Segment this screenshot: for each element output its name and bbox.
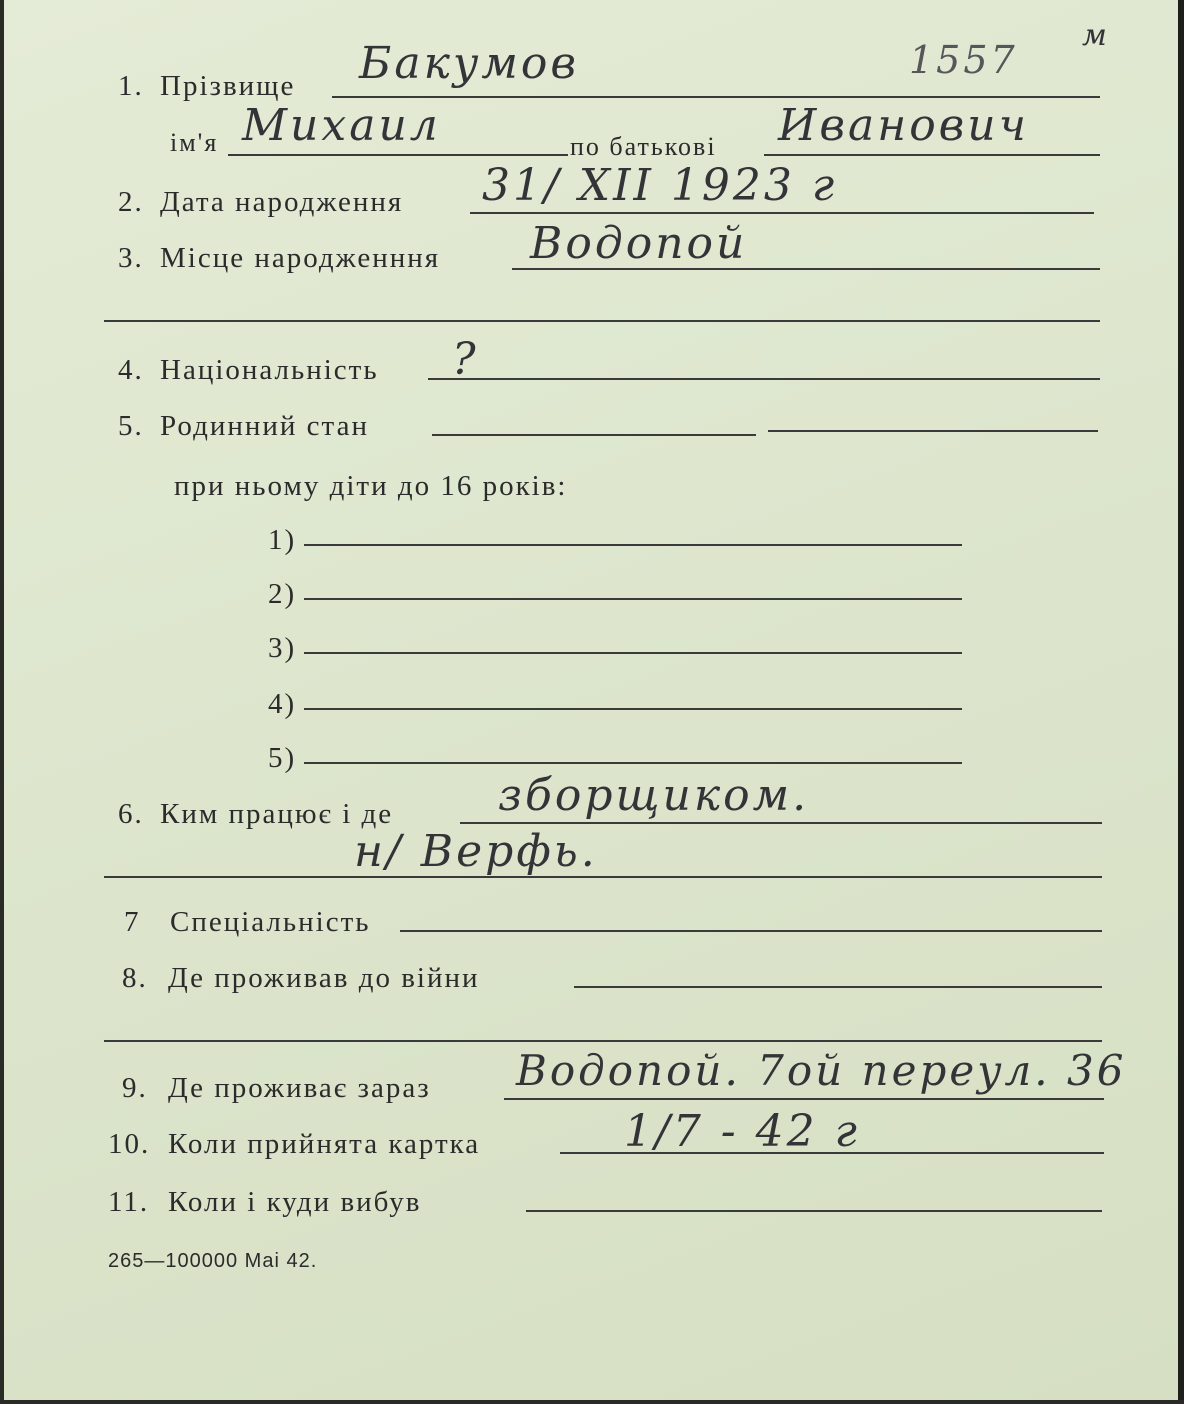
- field-9-number: 9.: [122, 1072, 148, 1104]
- occupation-line: [460, 822, 1102, 824]
- first-name-value: Михаил: [242, 100, 441, 151]
- patronymic-line: [764, 154, 1100, 156]
- nationality-label: Національність: [160, 354, 379, 386]
- marital-status-label: Родинний стан: [160, 410, 369, 442]
- registration-card: [4, 0, 1184, 1400]
- first-name-label: ім'я: [170, 128, 219, 157]
- child-3-number: 3): [268, 632, 297, 664]
- departure-label: Коли і куди вибув: [168, 1186, 422, 1218]
- pre-war-residence-line: [574, 986, 1102, 988]
- field-11-number: 11.: [108, 1186, 150, 1218]
- field-3-number: 3.: [118, 242, 144, 274]
- current-residence-value: Водопой. 7ой переул. 36: [516, 1046, 1127, 1095]
- surname-line: [332, 96, 1100, 98]
- pre-war-residence-line-2: [104, 1040, 1102, 1042]
- child-1-number: 1): [268, 524, 297, 556]
- child-5-number: 5): [268, 742, 297, 774]
- specialty-line: [400, 930, 1102, 932]
- departure-line: [526, 1210, 1102, 1212]
- children-label: при ньому діти до 16 років:: [174, 470, 568, 502]
- first-name-line: [228, 154, 568, 156]
- child-2-line: [304, 598, 962, 600]
- pre-war-residence-label: Де проживав до війни: [168, 962, 480, 994]
- record-mark: м: [1082, 18, 1110, 53]
- patronymic-value: Иванович: [778, 100, 1030, 151]
- marital-status-line-2: [768, 430, 1098, 432]
- child-3-line: [304, 652, 962, 654]
- surname-value: Бакумов: [359, 38, 579, 89]
- birth-date-value: 31/ XII 1923 г: [482, 160, 838, 211]
- patronymic-label: по батькові: [570, 132, 717, 161]
- current-residence-line: [504, 1098, 1104, 1100]
- field-5-number: 5.: [118, 410, 144, 442]
- birth-date-line: [470, 212, 1094, 214]
- print-run-footer: 265—100000 Mai 42.: [108, 1250, 318, 1272]
- field-2-number: 2.: [118, 186, 144, 218]
- field-6-number: 6.: [118, 798, 144, 830]
- surname-label: Прізвище: [160, 70, 296, 102]
- field-1-number: 1.: [118, 70, 144, 102]
- nationality-line: [428, 378, 1100, 380]
- field-4-number: 4.: [118, 354, 144, 386]
- occupation-value: зборщиком.: [498, 770, 810, 821]
- child-4-number: 4): [268, 688, 297, 720]
- field-8-number: 8.: [122, 962, 148, 994]
- birth-place-label: Місце народженння: [160, 242, 441, 274]
- occupation-value-2: н/ Верфь.: [354, 826, 598, 877]
- field-7-number: 7: [124, 906, 141, 938]
- child-1-line: [304, 544, 962, 546]
- card-accepted-value: 1/7 - 42 г: [624, 1106, 860, 1157]
- nationality-value: ?: [452, 334, 479, 385]
- birth-place-value: Водопой: [530, 218, 748, 269]
- card-accepted-label: Коли прийнята картка: [168, 1128, 481, 1160]
- birth-date-label: Дата народження: [160, 186, 404, 218]
- child-4-line: [304, 708, 962, 710]
- occupation-label: Ким працює і де: [160, 798, 394, 830]
- occupation-line-2: [104, 876, 1102, 878]
- marital-status-line: [432, 434, 756, 436]
- field-10-number: 10.: [108, 1128, 151, 1160]
- birth-place-line-2: [104, 320, 1100, 322]
- current-residence-label: Де проживає зараз: [168, 1072, 431, 1104]
- child-5-line: [304, 762, 962, 764]
- specialty-label: Спеціальність: [170, 906, 371, 938]
- record-number: 1557: [909, 38, 1018, 82]
- child-2-number: 2): [268, 578, 297, 610]
